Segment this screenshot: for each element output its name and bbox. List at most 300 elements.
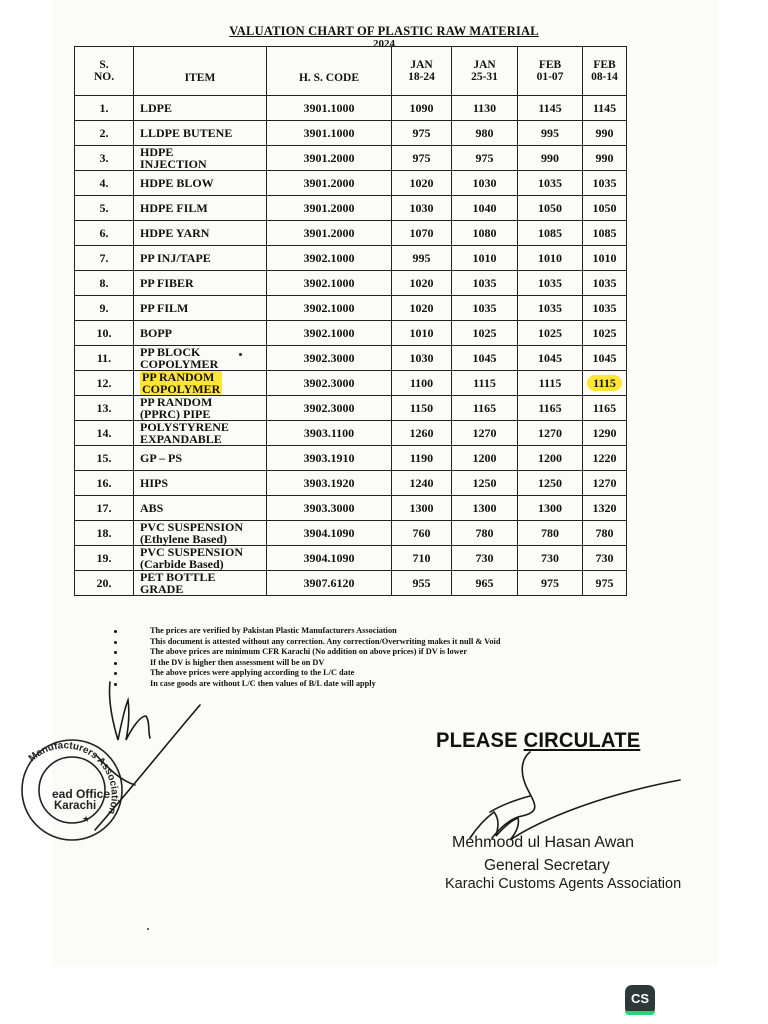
row-value-feb-01-07 xyxy=(518,96,583,121)
row-hs-code xyxy=(267,246,392,271)
row-value-feb-08-14 xyxy=(583,346,627,371)
row-value-jan-25-31 xyxy=(452,521,518,546)
row-value-feb-01-07 xyxy=(518,546,583,571)
row-sno xyxy=(75,171,134,196)
cell-text: (Carbide Based) xyxy=(140,557,224,571)
cell-text: 780 xyxy=(595,526,614,540)
table-row xyxy=(75,146,627,171)
cell-text: 3902.1000 xyxy=(303,326,355,340)
cell-text: 1030 xyxy=(472,176,497,190)
row-value-feb-08-14 xyxy=(583,246,627,271)
row-value-feb-01-07 xyxy=(518,521,583,546)
cell-text: 3903.1920 xyxy=(303,476,355,490)
row-hs-code xyxy=(267,321,392,346)
cell-text: 1085 xyxy=(538,226,562,240)
cell-text: 1290 xyxy=(592,426,617,440)
cell-text: 1165 xyxy=(538,401,562,415)
row-sno xyxy=(75,121,134,146)
row-value-feb-01-07 xyxy=(518,321,583,346)
row-value-feb-01-07 xyxy=(518,296,583,321)
cell-text: 3902.3000 xyxy=(303,376,355,390)
note-item: The prices are verified by Pakistan Plastic Manufacturers Association xyxy=(110,626,500,637)
table-row xyxy=(75,246,627,271)
cell-text: 1010 xyxy=(538,251,562,265)
cell-text: 3907.6120 xyxy=(303,576,355,590)
row-value-jan-25-31 xyxy=(452,121,518,146)
cell-text: PP RANDOM xyxy=(142,370,215,384)
row-value-jan-18-24 xyxy=(392,221,452,246)
cell-text: 1035 xyxy=(592,276,617,290)
cell-text: 990 xyxy=(541,151,559,165)
row-value-jan-25-31 xyxy=(452,446,518,471)
row-hs-code xyxy=(267,371,392,396)
row-value-jan-18-24 xyxy=(392,296,452,321)
table-row xyxy=(75,221,627,246)
cell-text: 710 xyxy=(412,551,431,565)
row-hs-code xyxy=(267,446,392,471)
stamp-star: ★ xyxy=(82,814,91,824)
cell-text: 1050 xyxy=(592,201,617,215)
cell-text: 1145 xyxy=(592,101,617,115)
row-hs-code xyxy=(267,296,392,321)
cell-text: 1020 xyxy=(409,301,434,315)
cell-text: LDPE xyxy=(140,101,173,115)
cell-text: 1070 xyxy=(409,226,434,240)
row-value-jan-18-24 xyxy=(392,521,452,546)
row-hs-code xyxy=(267,521,392,546)
header-feb-01-07: FEB 01-07 xyxy=(518,47,583,96)
cell-text: 1270 xyxy=(592,476,617,490)
row-item xyxy=(134,221,267,246)
row-item xyxy=(134,171,267,196)
row-value-jan-18-24 xyxy=(392,546,452,571)
row-sno xyxy=(75,246,134,271)
table-row xyxy=(75,96,627,121)
row-value-feb-08-14 xyxy=(583,121,627,146)
table-row xyxy=(75,346,627,371)
row-value-jan-18-24 xyxy=(392,371,452,396)
item-highlight xyxy=(140,371,222,395)
row-value-feb-08-14 xyxy=(583,96,627,121)
cell-text: 2. xyxy=(99,126,109,140)
cell-text: 1040 xyxy=(472,201,497,215)
cell-text: 975 xyxy=(595,576,614,590)
row-value-jan-25-31 xyxy=(452,571,518,596)
row-sno xyxy=(75,196,134,221)
cell-text: 14. xyxy=(96,426,112,440)
cell-text: 990 xyxy=(595,151,614,165)
row-hs-code xyxy=(267,421,392,446)
cell-text: 1270 xyxy=(538,426,562,440)
cell-text: 4. xyxy=(99,176,109,190)
table-row xyxy=(75,546,627,571)
row-value-feb-08-14 xyxy=(583,396,627,421)
row-value-jan-25-31 xyxy=(452,271,518,296)
row-value-jan-18-24 xyxy=(392,171,452,196)
row-value-jan-18-24 xyxy=(392,496,452,521)
row-value-jan-25-31 xyxy=(452,96,518,121)
cell-text: 1190 xyxy=(409,451,434,465)
row-hs-code xyxy=(267,396,392,421)
value-highlight xyxy=(587,375,622,391)
cell-text: HDPE YARN xyxy=(140,226,210,240)
cell-text: 975 xyxy=(412,126,431,140)
row-value-jan-18-24 xyxy=(392,246,452,271)
cell-text: 1145 xyxy=(538,101,562,115)
cell-text: 3901.1000 xyxy=(303,126,355,140)
signatory-name: Mehmood ul Hasan Awan xyxy=(452,834,635,851)
row-sno xyxy=(75,571,134,596)
cell-text: 18. xyxy=(96,526,112,540)
row-value-jan-25-31 xyxy=(452,321,518,346)
row-value-feb-01-07 xyxy=(518,121,583,146)
cell-text: 17. xyxy=(96,501,112,515)
cell-text: 1250 xyxy=(472,476,497,490)
row-sno xyxy=(75,96,134,121)
cell-text: COPOLYMER xyxy=(140,357,219,371)
cell-text: BOPP xyxy=(140,326,172,340)
row-hs-code xyxy=(267,171,392,196)
row-sno xyxy=(75,146,134,171)
row-sno xyxy=(75,346,134,371)
row-value-feb-01-07 xyxy=(518,446,583,471)
camscanner-badge[interactable]: CS xyxy=(625,985,655,1015)
cell-text: PVC SUSPENSION xyxy=(140,520,244,534)
cell-text: 1200 xyxy=(538,451,562,465)
cell-text: GP – PS xyxy=(140,451,183,465)
cell-text: 1300 xyxy=(409,501,434,515)
cell-text: (Ethylene Based) xyxy=(140,532,227,546)
cell-text: 1030 xyxy=(409,201,434,215)
cell-text: 10. xyxy=(96,326,112,340)
cell-text: 1090 xyxy=(409,101,434,115)
row-value-feb-01-07 xyxy=(518,271,583,296)
row-item xyxy=(134,396,267,421)
row-value-jan-18-24 xyxy=(392,471,452,496)
cell-text: 1020 xyxy=(409,276,434,290)
cell-text: PVC SUSPENSION xyxy=(140,545,244,559)
row-value-feb-01-07 xyxy=(518,571,583,596)
row-item xyxy=(134,146,267,171)
table-row xyxy=(75,521,627,546)
note-item: The above prices were applying according to the L/C date xyxy=(110,668,500,679)
cell-text: 995 xyxy=(412,251,431,265)
row-item xyxy=(134,321,267,346)
table-header-row xyxy=(75,47,627,96)
cell-text: 1010 xyxy=(472,251,497,265)
row-value-jan-18-24 xyxy=(392,121,452,146)
row-value-feb-01-07 xyxy=(518,471,583,496)
stray-dot xyxy=(239,353,242,356)
cell-text: 3. xyxy=(99,151,109,165)
cell-text: 3902.1000 xyxy=(303,301,355,315)
cell-text: 1270 xyxy=(472,426,497,440)
cell-text: 1035 xyxy=(472,276,497,290)
cell-text: 1045 xyxy=(472,351,497,365)
cell-text: 965 xyxy=(475,576,494,590)
cell-text: 1300 xyxy=(538,501,562,515)
row-value-feb-01-07 xyxy=(518,221,583,246)
cell-text: 3901.2000 xyxy=(303,151,355,165)
cell-text: 1200 xyxy=(472,451,497,465)
cell-text: PP FIBER xyxy=(140,276,194,290)
row-item xyxy=(134,96,267,121)
cell-text: 8. xyxy=(99,276,109,290)
row-sno xyxy=(75,396,134,421)
table-row xyxy=(75,296,627,321)
document-year: 2024 xyxy=(373,38,395,50)
row-hs-code xyxy=(267,96,392,121)
row-sno xyxy=(75,446,134,471)
row-value-feb-08-14 xyxy=(583,421,627,446)
row-value-jan-25-31 xyxy=(452,171,518,196)
cell-text: 3901.2000 xyxy=(303,201,355,215)
row-item xyxy=(134,496,267,521)
header-jan-25-31: JAN 25-31 xyxy=(452,47,518,96)
cell-text: 6. xyxy=(99,226,109,240)
row-value-jan-25-31 xyxy=(452,496,518,521)
table-row xyxy=(75,121,627,146)
row-value-feb-08-14 xyxy=(583,521,627,546)
row-value-feb-08-14 xyxy=(583,171,627,196)
cell-text: 3904.1090 xyxy=(303,526,355,540)
row-value-jan-25-31 xyxy=(452,246,518,271)
row-sno xyxy=(75,546,134,571)
row-value-jan-25-31 xyxy=(452,346,518,371)
cell-text: 9. xyxy=(99,301,109,315)
row-value-jan-25-31 xyxy=(452,471,518,496)
cell-text: 1035 xyxy=(538,276,562,290)
row-value-feb-08-14 xyxy=(583,321,627,346)
cell-text: HDPE FILM xyxy=(140,201,208,215)
cell-text: 1130 xyxy=(472,101,497,115)
cell-text: PP RANDOM xyxy=(140,395,213,409)
cell-text: 13. xyxy=(96,401,112,415)
row-item xyxy=(134,296,267,321)
cell-text: 7. xyxy=(99,251,109,265)
row-item xyxy=(134,471,267,496)
cell-text: 3902.1000 xyxy=(303,251,355,265)
cell-text: 1035 xyxy=(538,176,562,190)
cell-text: 3903.1100 xyxy=(303,426,355,440)
cell-text: 3901.1000 xyxy=(303,101,355,115)
cell-text: 730 xyxy=(475,551,494,565)
cell-text: PP FILM xyxy=(140,301,189,315)
row-value-jan-18-24 xyxy=(392,421,452,446)
row-value-feb-01-07 xyxy=(518,396,583,421)
cell-text: 16. xyxy=(96,476,112,490)
cell-text: 1115 xyxy=(538,376,562,390)
valuation-table xyxy=(74,46,627,596)
cell-text: EXPANDABLE xyxy=(140,432,222,446)
row-item xyxy=(134,371,267,396)
table-row xyxy=(75,321,627,346)
row-value-feb-01-07 xyxy=(518,171,583,196)
row-value-feb-08-14 xyxy=(583,571,627,596)
cell-text: PET BOTTLE xyxy=(140,570,216,584)
cell-text: POLYSTYRENE xyxy=(140,420,229,434)
signatory-organization: Karachi Customs Agents Association xyxy=(445,876,682,892)
cell-text: 1. xyxy=(99,101,109,115)
table-row xyxy=(75,471,627,496)
row-value-feb-08-14 xyxy=(583,446,627,471)
row-sno xyxy=(75,221,134,246)
row-item xyxy=(134,196,267,221)
cell-text: 1035 xyxy=(592,301,617,315)
cell-text: 3904.1090 xyxy=(303,551,355,565)
cell-text: 1035 xyxy=(592,176,617,190)
header-item: ITEM xyxy=(134,47,267,96)
cell-text: 5. xyxy=(99,201,109,215)
table-row xyxy=(75,446,627,471)
row-item xyxy=(134,246,267,271)
cell-text: 1035 xyxy=(538,301,562,315)
table-row xyxy=(75,421,627,446)
cell-text: HDPE BLOW xyxy=(140,176,214,190)
row-item xyxy=(134,446,267,471)
row-value-jan-18-24 xyxy=(392,346,452,371)
cell-text: 1045 xyxy=(592,351,617,365)
header-sno: S. NO. xyxy=(75,47,134,96)
row-value-jan-25-31 xyxy=(452,546,518,571)
notes-list xyxy=(110,626,500,690)
cell-text: 955 xyxy=(412,576,431,590)
table-row xyxy=(75,496,627,521)
document-title: VALUATION CHART OF PLASTIC RAW MATERIAL xyxy=(229,24,539,38)
cell-text: 1045 xyxy=(538,351,562,365)
cell-text: COPOLYMER xyxy=(142,382,221,396)
cell-text: 1030 xyxy=(409,351,434,365)
cell-text: 15. xyxy=(96,451,112,465)
row-value-jan-25-31 xyxy=(452,196,518,221)
header-jan-18-24: JAN 18-24 xyxy=(392,47,452,96)
table-row xyxy=(75,271,627,296)
scan-speck xyxy=(147,928,149,930)
cell-text: 780 xyxy=(475,526,494,540)
cell-text: 1150 xyxy=(409,401,434,415)
cell-text: 1080 xyxy=(472,226,497,240)
table-row xyxy=(75,571,627,596)
row-hs-code xyxy=(267,346,392,371)
cell-text: 1025 xyxy=(472,326,497,340)
note-item: If the DV is higher then assessment will be on DV xyxy=(110,658,500,669)
row-sno xyxy=(75,271,134,296)
row-value-feb-08-14 xyxy=(583,471,627,496)
row-sno xyxy=(75,321,134,346)
note-item: The above prices are minimum CFR Karachi (No addition on above prices) if DV is lower xyxy=(110,647,500,658)
row-value-feb-01-07 xyxy=(518,496,583,521)
row-value-jan-25-31 xyxy=(452,421,518,446)
cell-text: 3901.2000 xyxy=(303,176,355,190)
cell-text: ABS xyxy=(140,501,164,515)
row-sno xyxy=(75,496,134,521)
row-value-feb-08-14 xyxy=(583,146,627,171)
cell-text: 11. xyxy=(96,351,112,365)
row-value-feb-01-07 xyxy=(518,346,583,371)
cell-text: 1260 xyxy=(409,426,434,440)
row-value-feb-01-07 xyxy=(518,146,583,171)
cell-text: HDPE xyxy=(140,145,174,159)
cell-text: 1100 xyxy=(409,376,434,390)
header-hs-code: H. S. CODE xyxy=(267,47,392,96)
cell-text: 20. xyxy=(96,576,112,590)
cell-text: 1035 xyxy=(472,301,497,315)
row-item xyxy=(134,571,267,596)
cell-text: 980 xyxy=(475,126,494,140)
note-item: In case goods are without L/C then values of B/L date will apply xyxy=(110,679,500,690)
row-value-feb-08-14 xyxy=(583,196,627,221)
row-value-jan-25-31 xyxy=(452,221,518,246)
note-item: This document is attested without any correction. Any correction/Overwriting makes it null & Void xyxy=(110,637,500,648)
cell-text: 1115 xyxy=(473,376,496,390)
row-hs-code xyxy=(267,471,392,496)
cell-text: 3902.3000 xyxy=(303,351,355,365)
cell-text: 995 xyxy=(541,126,559,140)
row-item xyxy=(134,271,267,296)
row-value-feb-01-07 xyxy=(518,371,583,396)
row-hs-code xyxy=(267,121,392,146)
row-sno xyxy=(75,521,134,546)
row-value-feb-08-14 xyxy=(583,496,627,521)
cell-text: 1240 xyxy=(409,476,434,490)
stamp-head-office: ead Office xyxy=(52,787,111,801)
cell-text: 1165 xyxy=(592,401,617,415)
cell-text: 1025 xyxy=(538,326,562,340)
cell-text: (PPRC) PIPE xyxy=(140,407,211,421)
cell-text: 1010 xyxy=(592,251,617,265)
row-value-feb-08-14 xyxy=(583,221,627,246)
row-item xyxy=(134,121,267,146)
cell-text: 975 xyxy=(412,151,431,165)
cell-text: 1085 xyxy=(592,226,617,240)
row-value-jan-18-24 xyxy=(392,321,452,346)
cell-text: 1220 xyxy=(592,451,617,465)
cell-text: 3902.1000 xyxy=(303,276,355,290)
row-value-feb-08-14 xyxy=(583,371,627,396)
row-value-jan-18-24 xyxy=(392,446,452,471)
cell-text: LLDPE BUTENE xyxy=(140,126,233,140)
cell-text: 1025 xyxy=(592,326,617,340)
cell-text: 975 xyxy=(541,576,559,590)
cell-text: 780 xyxy=(541,526,559,540)
header-feb-08-14: FEB 08-14 xyxy=(583,47,627,96)
cell-text: 1010 xyxy=(409,326,434,340)
row-value-feb-01-07 xyxy=(518,246,583,271)
row-value-feb-08-14 xyxy=(583,271,627,296)
cell-text: 1020 xyxy=(409,176,434,190)
cell-text: 3903.3000 xyxy=(303,501,355,515)
row-value-jan-18-24 xyxy=(392,196,452,221)
row-item xyxy=(134,421,267,446)
cell-text: HIPS xyxy=(140,476,169,490)
cell-text: INJECTION xyxy=(140,157,207,171)
row-item xyxy=(134,546,267,571)
cell-text: PP INJ/TAPE xyxy=(140,251,211,265)
cell-text: 730 xyxy=(595,551,614,565)
row-value-jan-18-24 xyxy=(392,396,452,421)
cell-text: 975 xyxy=(475,151,494,165)
cell-text: 1050 xyxy=(538,201,562,215)
row-hs-code xyxy=(267,496,392,521)
row-value-feb-01-07 xyxy=(518,196,583,221)
row-value-jan-25-31 xyxy=(452,396,518,421)
cell-text: GRADE xyxy=(140,582,184,596)
row-value-jan-25-31 xyxy=(452,296,518,321)
row-sno xyxy=(75,371,134,396)
row-hs-code xyxy=(267,221,392,246)
row-value-jan-18-24 xyxy=(392,96,452,121)
row-hs-code xyxy=(267,146,392,171)
